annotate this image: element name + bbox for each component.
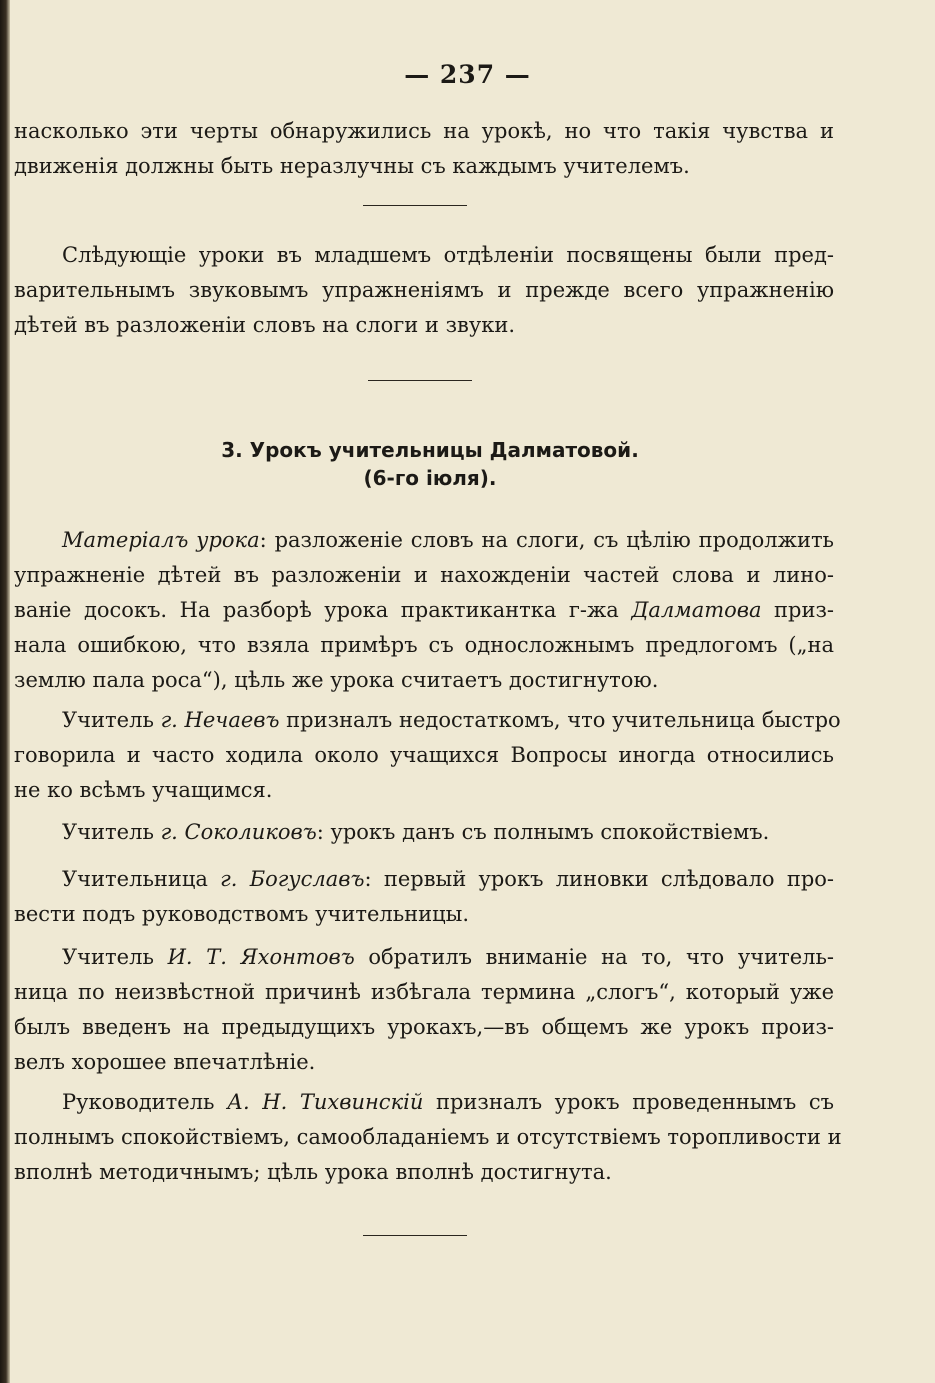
section-divider (363, 205, 467, 206)
paragraph-material (14, 523, 834, 698)
text-line: не ко всѣмъ учащимся. (14, 778, 273, 802)
text-line (14, 523, 834, 558)
page-binding-edge (0, 0, 10, 1383)
text-fragment: : первый урокъ линовки слѣдовало про- (364, 867, 834, 891)
text-fragment: : урокъ данъ съ полнымъ спокойствіемъ. (316, 820, 770, 844)
text-line: вполнѣ методичнымъ; цѣль урока вполнѣ достигнута. (14, 1160, 612, 1184)
paragraph-tikhvinsky (14, 1085, 842, 1190)
text-line: вести подъ руководствомъ учительницы. (14, 902, 470, 926)
italic-name: Далматова (631, 598, 762, 622)
text-line: нала ошибкою, что взяла примѣръ съ односложнымъ предлогомъ („на (14, 633, 834, 657)
text-line: упражненіе дѣтей въ разложеніи и нахожденіи частей слова и лино- (14, 563, 834, 587)
paragraph-sokolikov (14, 815, 834, 850)
text-line: варительнымъ звуковымъ упражненіямъ и прежде всего упражненію (14, 278, 834, 302)
text-fragment: Руководитель (62, 1090, 228, 1114)
paragraph-boguslav (14, 862, 834, 932)
text-line: насколько эти черты обнаружились на урокѣ, но что такія чувства и (14, 119, 834, 143)
text-fragment: приз- (761, 598, 834, 622)
text-fragment: обратилъ вниманіе на то, что учитель- (354, 945, 834, 969)
text-line (14, 593, 834, 628)
text-fragment: Учитель (62, 708, 161, 732)
text-fragment: Учитель (62, 820, 161, 844)
text-fragment: Учитель (62, 945, 168, 969)
paragraph-continuation (14, 114, 834, 184)
paragraph-yakhontov (14, 940, 834, 1080)
italic-name: г. Богуславъ (220, 867, 365, 891)
section-heading: 3. Урокъ учительницы Далматовой. (221, 438, 639, 462)
italic-name: г. Нечаевъ (160, 708, 280, 732)
section-divider (368, 380, 472, 381)
text-fragment: призналъ урокъ проведеннымъ съ (423, 1090, 835, 1114)
text-line: Слѣдующіе уроки въ младшемъ отдѣленіи посвящены были пред- (62, 243, 834, 267)
section-divider (363, 1235, 467, 1236)
text-fragment: Учительница (62, 867, 221, 891)
page-number: — 237 — (404, 60, 531, 89)
text-line: велъ хорошее впечатлѣніе. (14, 1050, 316, 1074)
text-line: ница по неизвѣстной причинѣ избѣгала термина „слогъ“, который уже (14, 980, 834, 1004)
text-fragment: ваніе досокъ. На разборѣ урока практикантка г-жа (14, 598, 632, 622)
text-fragment: : разложеніе словъ на слоги, съ цѣлію продолжить (259, 528, 834, 552)
paragraph-intro (14, 238, 834, 343)
text-line: полнымъ спокойствіемъ, самообладаніемъ и отсутствіемъ торопливости и (14, 1125, 842, 1149)
text-line (14, 940, 834, 975)
italic-name: А. Н. Тихвинскій (227, 1090, 424, 1114)
text-line (14, 815, 834, 850)
text-line (14, 703, 841, 738)
italic-name: г. Соколиковъ (160, 820, 317, 844)
italic-term: Матеріалъ урока (62, 528, 260, 552)
text-line: говорила и часто ходила около учащихся Вопросы иногда относились (14, 743, 834, 767)
text-line: былъ введенъ на предыдущихъ урокахъ,—въ общемъ же урокъ произ- (14, 1015, 834, 1039)
text-line (14, 1085, 834, 1120)
section-date: (6-го іюля). (363, 466, 497, 490)
text-fragment: призналъ недостаткомъ, что учительница быстро (279, 708, 841, 732)
text-line: движенія должны быть неразлучны съ каждымъ учителемъ. (14, 154, 690, 178)
text-line: дѣтей въ разложеніи словъ на слоги и звуки. (14, 313, 516, 337)
text-line (14, 862, 834, 897)
paragraph-nechaev (14, 703, 841, 808)
italic-name: И. Т. Яхонтовъ (167, 945, 355, 969)
text-line: землю пала роса“), цѣль же урока считаетъ достигнутою. (14, 668, 659, 692)
